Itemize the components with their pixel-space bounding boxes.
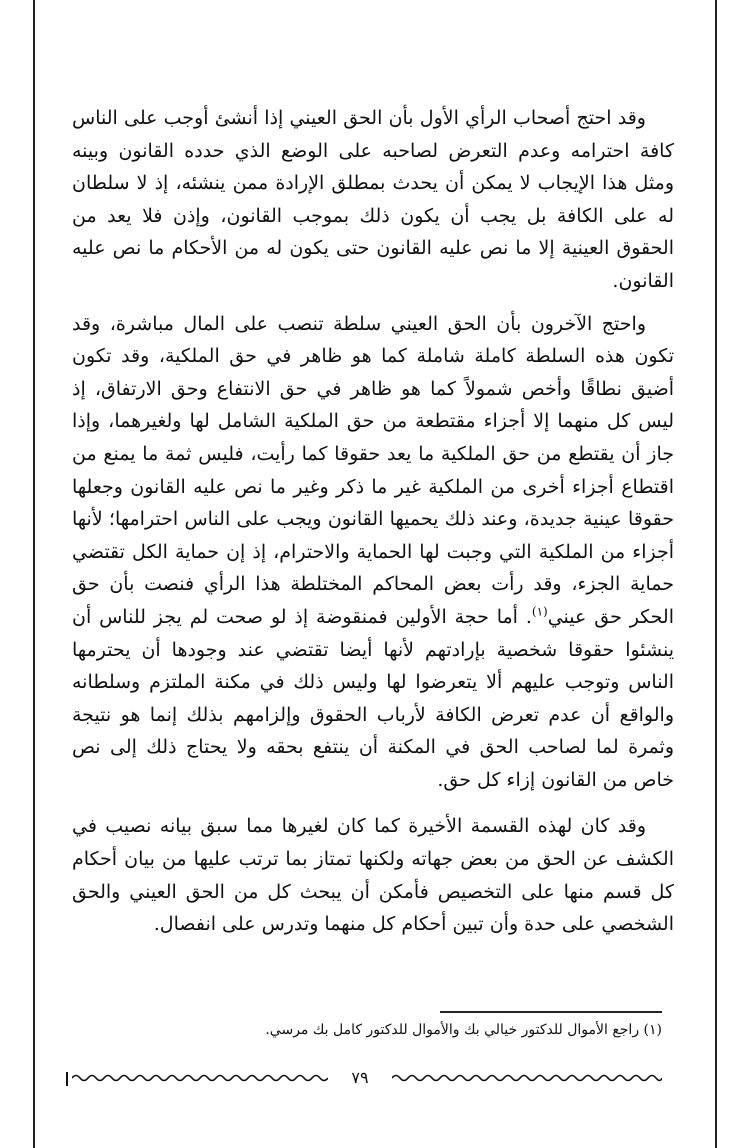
page-border-left	[33, 0, 35, 1148]
page-border-right	[715, 0, 717, 1148]
page-number: ٧٩	[351, 1068, 369, 1087]
footnote: (١) راجع الأموال للدكتور خيالي بك والأموال للدكتور كامل بك مرسي.	[265, 1022, 662, 1038]
footer-end-bar	[66, 1072, 68, 1086]
paragraph-2	[72, 308, 674, 797]
footer-wave-right	[392, 1072, 662, 1084]
page-footer	[66, 1066, 662, 1090]
paragraph-2-part-2: . أما حجة الأولين فمنقوضة إذ لو صحت لم يجز للناس أن ينشئوا حقوقا شخصية بإرادتهم لأنها أيضا تقتضي عند وجودها أن يحترمها الناس وتوجب عليهم ألا يتعرضوا لها وليس ذلك في مكنة الملتزم وسلطانه والواقع أن عدم تعرض الكافة لأرباب الحقوق وإلزامهم بذلك إنما هو نتيجة وثمرة لما لصاحب الحق في المكنة أن ينتفع بحقه ولا يحتاج ذلك إلى نص خاص من القانون إزاء كل حق.	[72, 605, 674, 791]
footnote-separator	[440, 1011, 662, 1013]
paragraph-1: وقد احتج أصحاب الرأي الأول بأن الحق العيني إذا أنشئ أوجب على الناس كافة احترامه وعدم التعرض لصاحبه على الوضع الذي حدده القانون وبينه ومثل هذا الإيجاب لا يمكن أن يحدث بمطلق الإرادة ممن ينشئه، إذ لا سلطان له على الكافة بل يجب أن يكون ذلك بموجب القانون، وإذن فلا يعد من الحقوق العينية إلا ما نص عليه القانون حتى يكون له من الأحكام ما نص عليه القانون.	[72, 107, 674, 292]
paragraph-3: وقد كان لهذه القسمة الأخيرة كما كان لغيرها مما سبق بيانه نصيب في الكشف عن الحق من بعض جهاته ولكنها تمتاز بما ترتب عليها من بيان أحكام كل قسم منها على التخصيص فأمكن أن يبحث كل من الحق العيني والحق الشخصي على حدة وأن تبين أحكام كل منهما وتدرس على انفصال.	[72, 815, 674, 936]
paragraph-2-part-1: واحتج الآخرون بأن الحق العيني سلطة تنصب على المال مباشرة، وقد تكون هذه السلطة كاملة شاملة كما هو ظاهر في حق الملكية، وقد تكون أضيق نطاقًا وأخص شمولاً كما هو ظاهر في حق الانتفاع وحق الارتفاق، إذ ليس كل منهما إلا أجزاء مقتطعة من حق الملكية الشامل لها ولغيرهما، وإذا جاز أن يقتطع من حق الملكية ما يعد حقوقا كما رأيت، فليس ثمة ما يمنع من اقتطاع أجزاء أخرى من الملكية غير ما ذكر وغير ما نص عليه القانون وجعلها حقوقا عينية جديدة، وعند ذلك يحميها القانون ويجب على الناس احترامها؛ لأنها أجزاء من الملكية التي وجبت لها الحماية والاحترام، إذ إن حماية الكل تقتضي حماية الجزء، وقد رأت بعض المحاكم المختلطة هذا الرأي فنصت بأن حق الحكر حق عيني	[72, 312, 674, 628]
main-text	[72, 102, 674, 951]
footer-wave-left	[72, 1072, 328, 1084]
footnote-reference[interactable]: (١)	[531, 604, 548, 619]
